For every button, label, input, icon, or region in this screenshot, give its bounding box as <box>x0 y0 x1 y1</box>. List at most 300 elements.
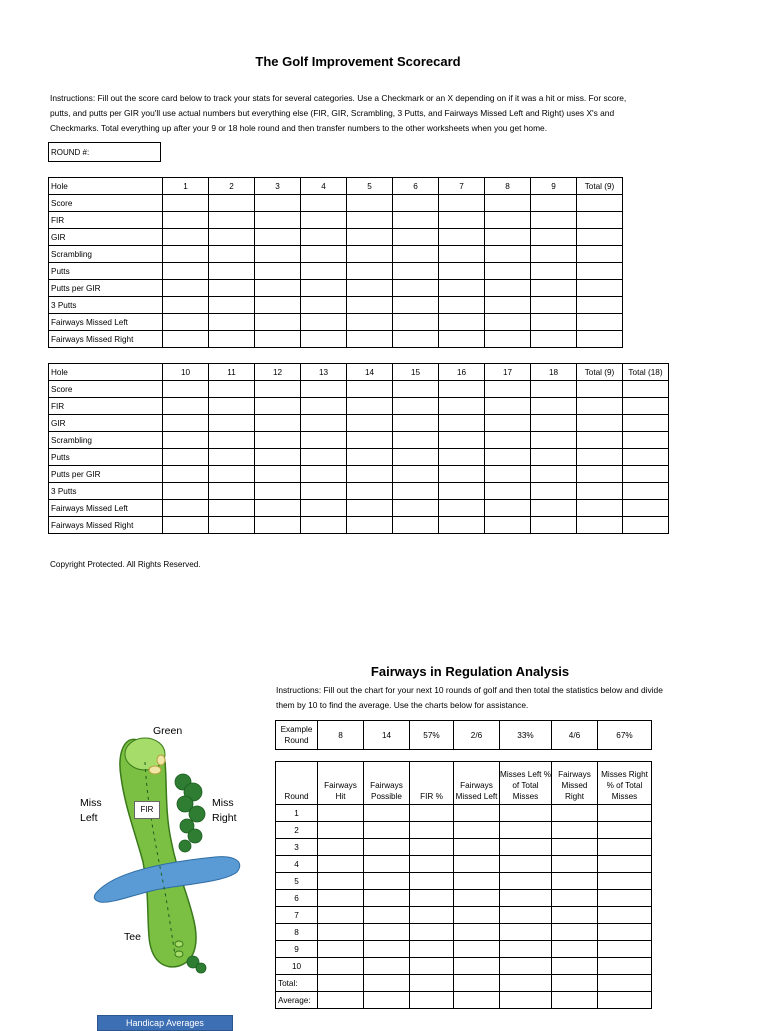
score-cell[interactable] <box>393 195 439 212</box>
score-cell[interactable] <box>163 314 209 331</box>
score-cell[interactable] <box>209 432 255 449</box>
fir-cell[interactable] <box>318 873 364 890</box>
fir-round-row <box>276 822 652 839</box>
fir-cell[interactable] <box>318 856 364 873</box>
score-cell[interactable] <box>301 280 347 297</box>
fir-cell[interactable] <box>552 890 598 907</box>
score-cell[interactable] <box>163 246 209 263</box>
score-cell[interactable] <box>439 280 485 297</box>
score-cell[interactable] <box>347 381 393 398</box>
score-cell[interactable] <box>163 212 209 229</box>
score-cell[interactable] <box>209 314 255 331</box>
fir-cell[interactable] <box>410 924 454 941</box>
score-cell[interactable] <box>255 263 301 280</box>
fir-summary-row <box>276 975 652 992</box>
score-cell[interactable] <box>531 246 577 263</box>
score-cell[interactable] <box>301 195 347 212</box>
score-cell[interactable] <box>577 381 623 398</box>
score-cell[interactable] <box>255 517 301 534</box>
fir-cell[interactable] <box>598 856 652 873</box>
score-cell[interactable] <box>485 246 531 263</box>
score-cell[interactable] <box>255 246 301 263</box>
score-cell[interactable] <box>439 331 485 348</box>
fir-cell[interactable] <box>552 975 598 992</box>
score-cell[interactable] <box>623 500 669 517</box>
fir-cell[interactable] <box>454 924 500 941</box>
fir-cell[interactable] <box>598 822 652 839</box>
fir-cell[interactable] <box>552 992 598 1009</box>
stat-label: FIR <box>49 398 163 415</box>
score-cell[interactable] <box>577 229 623 246</box>
fir-cell[interactable] <box>598 890 652 907</box>
fir-cell[interactable] <box>364 924 410 941</box>
score-cell[interactable] <box>393 212 439 229</box>
fir-cell[interactable] <box>364 958 410 975</box>
score-cell[interactable] <box>439 500 485 517</box>
fir-summary-label: Total: <box>276 975 318 992</box>
fir-cell[interactable] <box>410 822 454 839</box>
stat-label: 3 Putts <box>49 297 163 314</box>
score-cell[interactable] <box>301 432 347 449</box>
score-cell[interactable] <box>163 466 209 483</box>
score-cell[interactable] <box>577 280 623 297</box>
score-cell[interactable] <box>393 297 439 314</box>
fir-cell[interactable] <box>364 856 410 873</box>
fir-cell[interactable] <box>598 839 652 856</box>
score-cell[interactable] <box>485 314 531 331</box>
score-cell[interactable] <box>301 246 347 263</box>
fir-cell[interactable] <box>500 805 552 822</box>
score-cell[interactable] <box>163 415 209 432</box>
score-cell[interactable] <box>485 517 531 534</box>
fir-cell[interactable] <box>454 873 500 890</box>
score-cell[interactable] <box>255 280 301 297</box>
score-cell[interactable] <box>393 517 439 534</box>
fir-column-header: Misses Right % of Total Misses <box>598 762 652 805</box>
score-cell[interactable] <box>485 263 531 280</box>
score-cell[interactable] <box>485 449 531 466</box>
score-cell[interactable] <box>531 398 577 415</box>
score-cell[interactable] <box>531 381 577 398</box>
score-cell[interactable] <box>439 449 485 466</box>
score-cell[interactable] <box>301 483 347 500</box>
score-cell[interactable] <box>531 212 577 229</box>
score-cell[interactable] <box>439 415 485 432</box>
fir-cell[interactable] <box>500 941 552 958</box>
score-cell[interactable] <box>485 212 531 229</box>
stat-row <box>49 483 669 500</box>
fir-cell[interactable] <box>598 907 652 924</box>
handicap-averages-button[interactable]: Handicap Averages <box>97 1015 233 1031</box>
fir-cell[interactable] <box>552 907 598 924</box>
fir-cell[interactable] <box>454 890 500 907</box>
fir-cell[interactable] <box>364 992 410 1009</box>
score-cell[interactable] <box>485 280 531 297</box>
score-cell[interactable] <box>531 331 577 348</box>
fir-cell[interactable] <box>500 822 552 839</box>
score-cell[interactable] <box>393 432 439 449</box>
score-cell[interactable] <box>577 297 623 314</box>
score-cell[interactable] <box>255 398 301 415</box>
score-cell[interactable] <box>163 432 209 449</box>
score-cell[interactable] <box>301 517 347 534</box>
score-cell[interactable] <box>577 500 623 517</box>
score-cell[interactable] <box>623 466 669 483</box>
score-cell[interactable] <box>577 246 623 263</box>
fir-cell[interactable] <box>598 958 652 975</box>
score-cell[interactable] <box>439 381 485 398</box>
score-cell[interactable] <box>531 466 577 483</box>
score-cell[interactable] <box>577 263 623 280</box>
fir-cell[interactable] <box>410 805 454 822</box>
score-cell[interactable] <box>163 483 209 500</box>
fir-cell[interactable] <box>552 822 598 839</box>
score-cell[interactable] <box>347 517 393 534</box>
fir-cell[interactable] <box>318 907 364 924</box>
score-cell[interactable] <box>347 229 393 246</box>
fir-summary-label: Average: <box>276 992 318 1009</box>
fir-cell[interactable] <box>454 941 500 958</box>
score-cell[interactable] <box>439 212 485 229</box>
score-cell[interactable] <box>301 415 347 432</box>
score-cell[interactable] <box>209 381 255 398</box>
score-cell[interactable] <box>485 432 531 449</box>
score-cell[interactable] <box>301 212 347 229</box>
score-cell[interactable] <box>439 483 485 500</box>
score-cell[interactable] <box>209 280 255 297</box>
score-cell[interactable] <box>577 483 623 500</box>
fir-cell[interactable] <box>500 856 552 873</box>
score-cell[interactable] <box>623 398 669 415</box>
fir-cell[interactable] <box>364 805 410 822</box>
score-cell[interactable] <box>255 432 301 449</box>
score-cell[interactable] <box>439 246 485 263</box>
fir-column-header: Round <box>276 762 318 805</box>
score-cell[interactable] <box>623 415 669 432</box>
fir-cell[interactable] <box>500 992 552 1009</box>
score-cell[interactable] <box>485 466 531 483</box>
score-cell[interactable] <box>347 500 393 517</box>
score-cell[interactable] <box>531 314 577 331</box>
score-cell[interactable] <box>347 297 393 314</box>
stat-row <box>49 195 623 212</box>
score-cell[interactable] <box>531 263 577 280</box>
score-cell[interactable] <box>209 415 255 432</box>
score-cell[interactable] <box>577 398 623 415</box>
score-cell[interactable] <box>531 195 577 212</box>
score-cell[interactable] <box>347 331 393 348</box>
score-cell[interactable] <box>485 195 531 212</box>
score-cell[interactable] <box>163 500 209 517</box>
fir-analysis-instructions: Instructions: Fill out the chart for your next 10 rounds of golf and then total the statistics below and divide them by 10 to find the average. Use the charts below for assistance. <box>276 685 663 710</box>
fir-cell[interactable] <box>410 975 454 992</box>
score-cell[interactable] <box>393 500 439 517</box>
fir-cell[interactable] <box>598 941 652 958</box>
example-round-label: Example Round <box>276 721 318 750</box>
score-cell[interactable] <box>393 398 439 415</box>
fir-cell[interactable] <box>552 958 598 975</box>
score-cell[interactable] <box>393 466 439 483</box>
fir-cell[interactable] <box>598 975 652 992</box>
score-cell[interactable] <box>577 212 623 229</box>
score-cell[interactable] <box>623 381 669 398</box>
score-cell[interactable] <box>209 331 255 348</box>
score-cell[interactable] <box>163 398 209 415</box>
stat-label: Fairways Missed Right <box>49 517 163 534</box>
score-cell[interactable] <box>577 449 623 466</box>
score-cell[interactable] <box>255 195 301 212</box>
score-cell[interactable] <box>347 246 393 263</box>
score-cell[interactable] <box>209 398 255 415</box>
score-cell[interactable] <box>485 415 531 432</box>
fir-cell[interactable] <box>454 992 500 1009</box>
score-cell[interactable] <box>577 195 623 212</box>
score-cell[interactable] <box>347 466 393 483</box>
score-cell[interactable] <box>209 500 255 517</box>
fir-cell[interactable] <box>500 958 552 975</box>
score-cell[interactable] <box>163 229 209 246</box>
score-cell[interactable] <box>531 229 577 246</box>
score-cell[interactable] <box>255 483 301 500</box>
fir-cell[interactable] <box>454 839 500 856</box>
score-cell[interactable] <box>393 331 439 348</box>
fir-cell[interactable] <box>318 958 364 975</box>
fir-cell[interactable] <box>500 924 552 941</box>
score-cell[interactable] <box>439 229 485 246</box>
fir-cell[interactable] <box>552 873 598 890</box>
score-cell[interactable] <box>531 449 577 466</box>
score-cell[interactable] <box>393 263 439 280</box>
score-cell[interactable] <box>163 280 209 297</box>
score-cell[interactable] <box>347 483 393 500</box>
fir-cell[interactable] <box>454 907 500 924</box>
score-cell[interactable] <box>577 331 623 348</box>
fir-cell[interactable] <box>410 992 454 1009</box>
fir-cell[interactable] <box>410 873 454 890</box>
fir-cell[interactable] <box>410 839 454 856</box>
score-cell[interactable] <box>255 229 301 246</box>
score-cell[interactable] <box>301 449 347 466</box>
score-cell[interactable] <box>485 229 531 246</box>
score-cell[interactable] <box>301 500 347 517</box>
score-cell[interactable] <box>163 195 209 212</box>
score-cell[interactable] <box>255 381 301 398</box>
score-cell[interactable] <box>301 263 347 280</box>
score-cell[interactable] <box>485 398 531 415</box>
score-cell[interactable] <box>623 432 669 449</box>
stat-label: GIR <box>49 229 163 246</box>
score-cell[interactable] <box>485 381 531 398</box>
score-cell[interactable] <box>347 398 393 415</box>
fir-cell[interactable] <box>552 856 598 873</box>
fir-cell[interactable] <box>410 856 454 873</box>
score-cell[interactable] <box>163 449 209 466</box>
score-cell[interactable] <box>531 517 577 534</box>
score-cell[interactable] <box>439 297 485 314</box>
score-cell[interactable] <box>623 517 669 534</box>
score-cell[interactable] <box>393 229 439 246</box>
score-cell[interactable] <box>393 449 439 466</box>
score-cell[interactable] <box>209 449 255 466</box>
score-cell[interactable] <box>209 229 255 246</box>
score-cell[interactable] <box>255 331 301 348</box>
fir-cell[interactable] <box>598 805 652 822</box>
fir-cell[interactable] <box>410 941 454 958</box>
score-cell[interactable] <box>209 466 255 483</box>
hole-number: 1 <box>163 178 209 195</box>
fir-cell[interactable] <box>364 975 410 992</box>
fir-cell[interactable] <box>552 924 598 941</box>
score-cell[interactable] <box>301 381 347 398</box>
score-cell[interactable] <box>347 415 393 432</box>
hole-row <box>49 178 623 195</box>
score-cell[interactable] <box>301 331 347 348</box>
score-cell[interactable] <box>393 415 439 432</box>
fir-cell[interactable] <box>318 805 364 822</box>
score-cell[interactable] <box>531 432 577 449</box>
score-cell[interactable] <box>255 500 301 517</box>
fir-cell[interactable] <box>598 992 652 1009</box>
score-cell[interactable] <box>623 449 669 466</box>
score-cell[interactable] <box>577 314 623 331</box>
score-cell[interactable] <box>531 500 577 517</box>
score-cell[interactable] <box>347 263 393 280</box>
fir-cell[interactable] <box>598 924 652 941</box>
score-cell[interactable] <box>209 297 255 314</box>
fir-cell[interactable] <box>552 839 598 856</box>
score-cell[interactable] <box>439 398 485 415</box>
score-cell[interactable] <box>255 415 301 432</box>
stat-label: Putts per GIR <box>49 280 163 297</box>
score-cell[interactable] <box>301 229 347 246</box>
score-cell[interactable] <box>623 483 669 500</box>
score-cell[interactable] <box>531 415 577 432</box>
score-cell[interactable] <box>163 381 209 398</box>
fir-cell[interactable] <box>318 924 364 941</box>
fir-cell[interactable] <box>500 907 552 924</box>
fir-cell[interactable] <box>410 890 454 907</box>
score-cell[interactable] <box>255 449 301 466</box>
score-cell[interactable] <box>255 466 301 483</box>
fir-cell[interactable] <box>454 958 500 975</box>
score-cell[interactable] <box>301 314 347 331</box>
score-cell[interactable] <box>255 212 301 229</box>
fir-cell[interactable] <box>410 958 454 975</box>
score-cell[interactable] <box>301 466 347 483</box>
fir-cell[interactable] <box>364 907 410 924</box>
example-row <box>276 721 652 750</box>
fir-cell[interactable] <box>500 975 552 992</box>
score-cell[interactable] <box>577 517 623 534</box>
score-cell[interactable] <box>531 297 577 314</box>
score-cell[interactable] <box>347 212 393 229</box>
score-cell[interactable] <box>163 517 209 534</box>
score-cell[interactable] <box>255 314 301 331</box>
fir-cell[interactable] <box>364 941 410 958</box>
score-cell[interactable] <box>209 263 255 280</box>
score-cell[interactable] <box>439 314 485 331</box>
score-cell[interactable] <box>163 331 209 348</box>
fir-cell[interactable] <box>318 941 364 958</box>
score-cell[interactable] <box>485 331 531 348</box>
hole-label: Hole <box>49 364 163 381</box>
score-cell[interactable] <box>163 263 209 280</box>
hole-number: 9 <box>531 178 577 195</box>
fir-cell[interactable] <box>454 975 500 992</box>
fir-cell[interactable] <box>364 839 410 856</box>
score-cell[interactable] <box>255 297 301 314</box>
fir-column-header: FIR % <box>410 762 454 805</box>
hole-number: 16 <box>439 364 485 381</box>
fir-round-row <box>276 941 652 958</box>
score-cell[interactable] <box>485 297 531 314</box>
score-cell[interactable] <box>393 246 439 263</box>
fir-cell[interactable] <box>598 873 652 890</box>
score-cell[interactable] <box>439 432 485 449</box>
score-cell[interactable] <box>347 314 393 331</box>
fir-cell[interactable] <box>552 805 598 822</box>
fir-cell[interactable] <box>364 890 410 907</box>
fir-cell[interactable] <box>364 873 410 890</box>
score-cell[interactable] <box>209 195 255 212</box>
score-cell[interactable] <box>209 212 255 229</box>
round-number-field[interactable]: ROUND #: <box>48 142 161 162</box>
score-cell[interactable] <box>485 500 531 517</box>
score-cell[interactable] <box>393 314 439 331</box>
score-cell[interactable] <box>485 483 531 500</box>
score-cell[interactable] <box>439 263 485 280</box>
hole-number: 6 <box>393 178 439 195</box>
score-cell[interactable] <box>439 466 485 483</box>
score-cell[interactable] <box>393 483 439 500</box>
score-cell[interactable] <box>393 381 439 398</box>
fir-cell[interactable] <box>318 822 364 839</box>
fir-cell[interactable] <box>552 941 598 958</box>
score-cell[interactable] <box>347 280 393 297</box>
score-cell[interactable] <box>439 195 485 212</box>
score-cell[interactable] <box>393 280 439 297</box>
score-cell[interactable] <box>577 466 623 483</box>
fir-cell[interactable] <box>454 856 500 873</box>
score-cell[interactable] <box>301 297 347 314</box>
score-cell[interactable] <box>347 195 393 212</box>
fir-cell[interactable] <box>318 839 364 856</box>
fir-cell[interactable] <box>318 890 364 907</box>
score-cell[interactable] <box>301 398 347 415</box>
total-header: Total (18) <box>623 364 669 381</box>
score-cell[interactable] <box>163 297 209 314</box>
score-cell[interactable] <box>577 432 623 449</box>
score-cell[interactable] <box>209 246 255 263</box>
fir-cell[interactable] <box>364 822 410 839</box>
fir-cell[interactable] <box>500 873 552 890</box>
score-cell[interactable] <box>209 483 255 500</box>
score-cell[interactable] <box>209 517 255 534</box>
score-cell[interactable] <box>347 432 393 449</box>
fir-cell[interactable] <box>318 992 364 1009</box>
score-cell[interactable] <box>531 483 577 500</box>
score-cell[interactable] <box>531 280 577 297</box>
fir-cell[interactable] <box>500 890 552 907</box>
fir-cell[interactable] <box>454 822 500 839</box>
score-cell[interactable] <box>347 449 393 466</box>
fir-cell[interactable] <box>318 975 364 992</box>
fir-cell[interactable] <box>500 839 552 856</box>
fir-cell[interactable] <box>454 805 500 822</box>
score-cell[interactable] <box>577 415 623 432</box>
fir-cell[interactable] <box>410 907 454 924</box>
score-cell[interactable] <box>439 517 485 534</box>
